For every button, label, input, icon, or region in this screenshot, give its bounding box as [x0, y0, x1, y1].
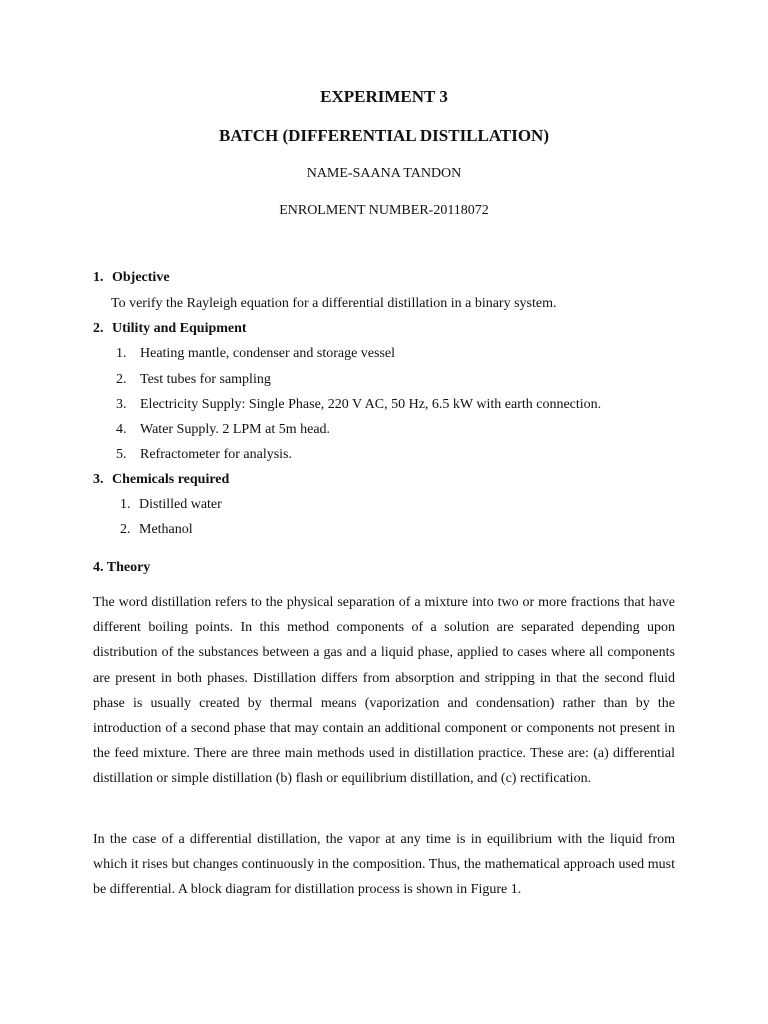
experiment-number: EXPERIMENT 3	[320, 87, 448, 106]
equipment-title: Utility and Equipment	[112, 321, 247, 336]
objective-title: Objective	[112, 270, 170, 285]
equipment-item-number: 3.	[116, 397, 127, 412]
chemical-item-text: Distilled water	[139, 497, 222, 512]
enrolment-number: ENROLMENT NUMBER-20118072	[279, 203, 489, 218]
chemical-item	[120, 497, 222, 513]
chemicals-title: Chemicals required	[112, 472, 230, 487]
objective-heading	[93, 270, 170, 286]
equipment-item-text: Electricity Supply: Single Phase, 220 V AC, 50 Hz, 6.5 kW with earth connection.	[140, 397, 602, 412]
chemical-item-number: 1.	[120, 497, 131, 512]
experiment-title: BATCH (DIFFERENTIAL DISTILLATION)	[219, 126, 549, 145]
chemical-item	[120, 522, 193, 538]
equipment-item	[116, 447, 292, 463]
equipment-item	[116, 397, 601, 413]
objective-text: To verify the Rayleigh equation for a differential distillation in a binary system.	[111, 296, 557, 311]
equipment-item-text: Refractometer for analysis.	[140, 447, 292, 462]
equipment-item	[116, 346, 395, 362]
equipment-heading	[93, 321, 247, 337]
chemicals-heading	[93, 472, 229, 488]
theory-paragraph-2: In the case of a differential distillation, the vapor at any time is in equilibrium with the liquid from which it rises but changes continuously in the composition. Thus, the mathematical approach used must be differential. A block diagram for distillation process is shown in Figure 1.	[93, 832, 675, 898]
equipment-item	[116, 372, 271, 388]
equipment-item-number: 5.	[116, 447, 127, 462]
equipment-item-number: 4.	[116, 422, 127, 437]
theory-paragraph-1: The word distillation refers to the physical separation of a mixture into two or more fractions that have different boiling points. In this method components of a solution are separated depending upon distribution of the substances between a gas and a liquid phase, applied to cases where all components are present in both phases. Distillation differs from absorption and stripping in that the second fluid phase is usually created by thermal means (vaporization and condensation) rather than by the introduction of a second phase that may contain an additional component or components not present in the feed mixture. There are three main methods used in distillation practice. These are: (a) differential distillation or simple distillation (b) flash or equilibrium distillation, and (c) rectification.	[93, 595, 675, 787]
student-name: NAME-SAANA TANDON	[306, 166, 462, 181]
equipment-number: 2.	[93, 321, 104, 336]
chemical-item-text: Methanol	[139, 522, 193, 537]
equipment-item-number: 2.	[116, 372, 127, 387]
chemical-item-number: 2.	[120, 522, 131, 537]
equipment-item-number: 1.	[116, 346, 127, 361]
objective-number: 1.	[93, 270, 104, 285]
equipment-item-text: Water Supply. 2 LPM at 5m head.	[140, 422, 331, 437]
chemicals-number: 3.	[93, 472, 104, 487]
equipment-item	[116, 422, 330, 438]
theory-heading: 4. Theory	[93, 560, 151, 575]
equipment-item-text: Heating mantle, condenser and storage vessel	[140, 346, 396, 361]
equipment-item-text: Test tubes for sampling	[140, 372, 271, 387]
